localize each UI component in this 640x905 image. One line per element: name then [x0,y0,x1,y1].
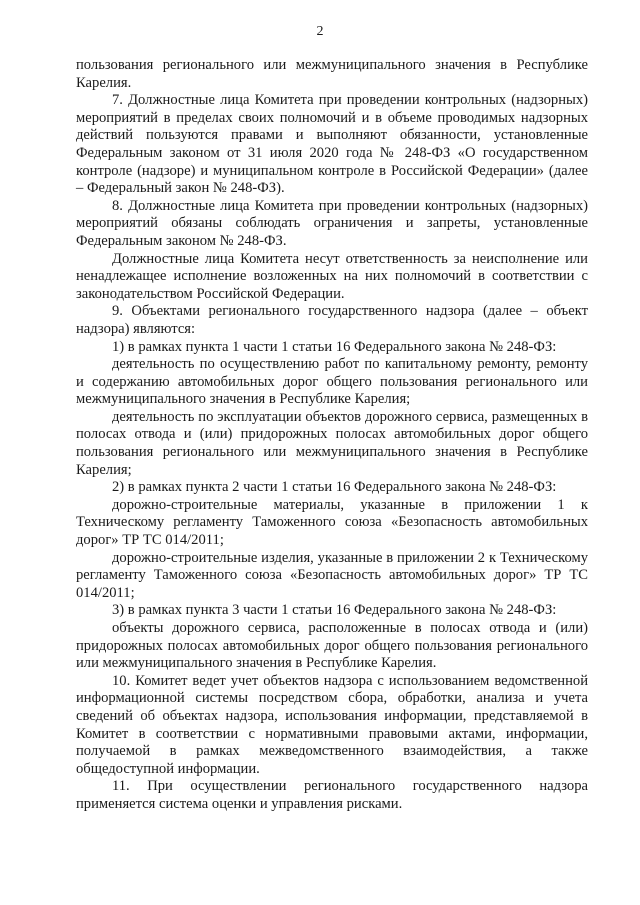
paragraph-9-item-2-materials: дорожно-строительные материалы, указанные в приложении 1 к Техническому регламенту Таможенного союза «Безопасность автомобильных дорог» ТР ТС 014/2011; [76,496,588,549]
paragraph-7: 7. Должностные лица Комитета при проведении контрольных (надзорных) мероприятий в пределах своих полномочий и в объеме проводимых надзорных действий пользуются правами и выполняют обязанности, установленные Федеральным законом от 31 июля 2020 года № 248-ФЗ «О государственном контроле (надзоре) и муниципальном контроле в Российской Федерации» (далее – Федеральный закон № 248-ФЗ). [76,92,588,197]
paragraph-9-item-1-service: деятельность по эксплуатации объектов дорожного сервиса, размещенных в полосах отвода и (или) придорожных полосах автомобильных дорог общего пользования регионального или межмуниципального значения в Республике Карелия; [76,408,588,478]
paragraph-11: 11. При осуществлении регионального государственного надзора применяется система оценки и управления рисками. [76,778,588,812]
paragraph-9-item-2: 2) в рамках пункта 2 части 1 статьи 16 Федерального закона № 248-ФЗ: [112,479,557,496]
paragraph-9-item-2-products: дорожно-строительные изделия, указанные в приложении 2 к Техническому регламенту Таможенного союза «Безопасность автомобильных дорог» ТР ТС 014/2011; [76,549,588,601]
paragraph-9-item-3-objects: объекты дорожного сервиса, расположенные в полосах отвода и (или) придорожных полосах автомобильных дорог общего пользования регионального или межмуниципального значения в Республике Карелия. [76,620,588,672]
paragraph-10: 10. Комитет ведет учет объектов надзора с использованием ведомственной информационной системы посредством сбора, обработки, анализа и учета сведений об объектах надзора, использования информации, представляемой в Комитет в соответствии с нормативными правовыми актами, информации, получаемой в рамках межведомственного взаимодействия, а также общедоступной информации. [76,672,588,777]
paragraph-9-item-3: 3) в рамках пункта 3 части 1 статьи 16 Федерального закона № 248-ФЗ: [112,602,557,619]
page-number: 2 [316,24,324,39]
document-body [76,57,588,814]
paragraph-9-item-1: 1) в рамках пункта 1 части 1 статьи 16 Федерального закона № 248-ФЗ: [112,338,557,355]
paragraph-8: 8. Должностные лица Комитета при проведении контрольных (надзорных) мероприятий обязаны соблюдать ограничения и запреты, установленные Федеральным законом № 248-ФЗ. [76,197,588,249]
paragraph-9: 9. Объектами регионального государственного надзора (далее – объект надзора) являются: [76,303,588,337]
paragraph-continuation: пользования регионального или межмуниципального значения в Республике Карелия. [76,57,588,91]
paragraph-9-item-1-repair: деятельность по осуществлению работ по капитальному ремонту, ремонту и содержанию автомобильных дорог общего пользования регионального или межмуниципального значения в Республике Карелия; [76,356,588,408]
paragraph-8-responsibility: Должностные лица Комитета несут ответственность за неисполнение или ненадлежащее исполнение возложенных на них полномочий в соответствии с законодательством Российской Федерации. [76,250,588,302]
